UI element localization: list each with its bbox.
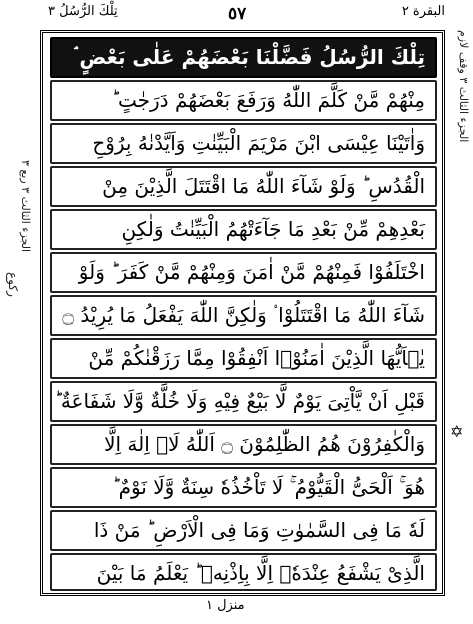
header-juz-title: تِلْكَ الرُّسُلُ ٣ bbox=[48, 4, 118, 19]
margin-note-left: الجزء الثالث ٣ ربع ٣ bbox=[19, 160, 32, 253]
verse-line: وَالْكٰفِرُوْنَ هُمُ الظّٰلِمُوْنَ ۝ اَللّٰهُ لَاۤ اِلٰهَ اِلَّا bbox=[50, 424, 437, 465]
page-number: ٥٧ bbox=[228, 4, 247, 24]
page-header bbox=[40, 4, 445, 26]
margin-note-right: الجزء الثالث ٣ وقف لازم bbox=[457, 30, 470, 143]
verse-line: تِلْكَ الرُّسُلُ فَضَّلْنَا بَعْضَهُمْ عَلٰى بَعْضٍ ۘ bbox=[50, 37, 437, 78]
verse-line: اخْتَلَفُوْا فَمِنْهُمْ مَّنْ اٰمَنَ وَمِنْهُمْ مَّنْ كَفَرَ ؕ وَلَوْ bbox=[50, 252, 437, 293]
verse-line: مِنْهُمْ مَّنْ كَلَّمَ اللّٰهُ وَرَفَعَ بَعْضَهُمْ دَرَجٰتٍ ؕ bbox=[50, 80, 437, 121]
verse-line: وَاٰتَيْنَا عِيْسَى ابْنَ مَرْيَمَ الْبَيِّنٰتِ وَاَيَّدْنٰهُ بِرُوْحِ bbox=[50, 123, 437, 164]
verse-line: الَّذِىْ يَشْفَعُ عِنْدَهٗۤ اِلَّا بِاِذْنِهٖ ؕ يَعْلَمُ مَا بَيْنَ bbox=[50, 553, 437, 591]
verse-line: شَآءَ اللّٰهُ مَا اقْتَتَلُوْا ۟ وَلٰكِنَّ اللّٰهَ يَفْعَلُ مَا يُرِيْدُ ۝ bbox=[50, 295, 437, 336]
star-icon: ✡ bbox=[450, 422, 464, 441]
header-surah-title: البقرة ٢ bbox=[401, 4, 445, 19]
verse-line: يٰۤاَيُّهَا الَّذِيْنَ اٰمَنُوْۤا اَنْفِقُوْا مِمَّا رَزَقْنٰكُمْ مِّنْ bbox=[50, 338, 437, 379]
verse-line: لَهٗ مَا فِى السَّمٰوٰتِ وَمَا فِى الْاَرْضِ ؕ مَنْ ذَا bbox=[50, 510, 437, 551]
verse-line: بَعْدِهِمْ مِّنْ بَعْدِ مَا جَآءَتْهُمُ الْبَيِّنٰتُ وَلٰكِنِ bbox=[50, 209, 437, 250]
verse-line: قَبْلِ اَنْ يَّاْتِىَ يَوْمٌ لَّا بَيْعٌ فِيْهِ وَلَا خُلَّةٌ وَّلَا شَفَاعَةٌ ؕ bbox=[50, 381, 437, 422]
verse-line: هُوَ ۚ اَلْحَىُّ الْقَيُّوْمُ ۚ لَا تَاْخُذُهٗ سِنَةٌ وَّلَا نَوْمٌ ؕ bbox=[50, 467, 437, 508]
page-footer: منزل ١ bbox=[206, 598, 245, 613]
verse-line: الْقُدُسِ ؕ وَلَوْ شَآءَ اللّٰهُ مَا اقْتَتَلَ الَّذِيْنَ مِنْ bbox=[50, 166, 437, 207]
verse-lines bbox=[50, 37, 437, 593]
margin-note-ruku: ركوع bbox=[6, 272, 20, 297]
